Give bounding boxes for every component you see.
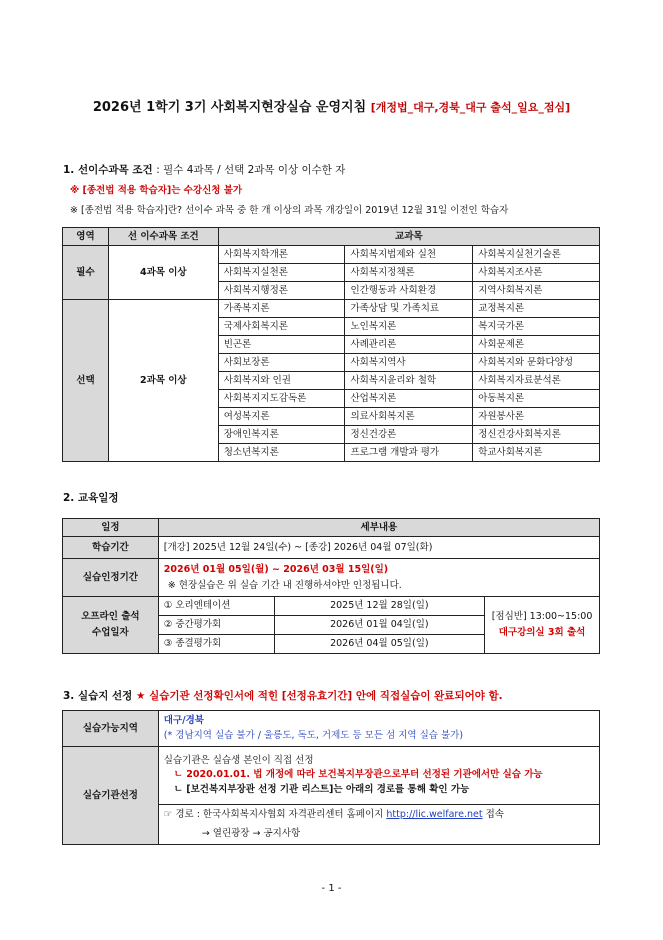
practice-period-note: ※ 현장실습은 위 실습 기간 내 진행하셔야만 인정됩니다. xyxy=(167,579,402,591)
subject-cell: 사회복지법제와 실천 xyxy=(345,246,473,264)
subject-cell: 학교사회복지론 xyxy=(473,444,600,462)
col-header-condition: 선 이수과목 조건 xyxy=(108,228,218,246)
subject-cell: 사회복지학개론 xyxy=(218,246,345,264)
subject-cell: 사회문제론 xyxy=(473,336,600,354)
session-date: 2025년 12월 28일(일) xyxy=(274,597,485,616)
subject-cell: 지역사회복지론 xyxy=(473,282,600,300)
subject-cell: 정신건강론 xyxy=(345,426,473,444)
subject-cell: 여성복지론 xyxy=(218,408,345,426)
page-number: - 1 - xyxy=(321,883,342,894)
section3-heading xyxy=(63,688,503,703)
subject-cell: 교정복지론 xyxy=(473,300,600,318)
page-title xyxy=(0,96,663,115)
practice-period-value: 2026년 01월 05일(월) ~ 2026년 03월 15일(일) xyxy=(163,564,389,575)
route-suffix: 접속 xyxy=(485,809,504,821)
subject-cell: 산업복지론 xyxy=(345,390,473,408)
section1-detail: : 필수 4과목 / 선택 2과목 이상 이수한 자 xyxy=(156,164,346,176)
star-icon: ★ xyxy=(135,690,146,702)
subject-cell: 사회복지자료분석론 xyxy=(473,372,600,390)
session-time: [점심반] 13:00~15:00 xyxy=(491,610,593,622)
schedule-table xyxy=(62,518,600,654)
subject-cell: 사회복지실천론 xyxy=(218,264,345,282)
subject-cell: 사회복지지도감독론 xyxy=(218,390,345,408)
subject-cell: 의료사회복지론 xyxy=(345,408,473,426)
subject-cell: 청소년복지론 xyxy=(218,444,345,462)
subject-cell: 사회복지윤리와 철학 xyxy=(345,372,473,390)
section3-title: 3. 실습지 선정 xyxy=(63,690,133,702)
subject-cell: 복지국가론 xyxy=(473,318,600,336)
session-name: ③ 종결평가회 xyxy=(158,635,274,654)
subject-cell: 사회복지와 문화다양성 xyxy=(473,354,600,372)
col-header-subjects: 교과목 xyxy=(218,228,599,246)
prereq-table xyxy=(62,227,600,462)
subject-cell: 가족상담 및 가족치료 xyxy=(345,300,473,318)
section1-title: 1. 선이수과목 조건 xyxy=(63,164,153,176)
schedule-header-detail: 세부내용 xyxy=(158,519,599,537)
subject-cell: 사회복지역사 xyxy=(345,354,473,372)
session-place: 대구강의실 3회 출석 xyxy=(498,627,586,638)
subject-cell: 인간행동과 사회환경 xyxy=(345,282,473,300)
subject-cell: 장애인복지론 xyxy=(218,426,345,444)
section1-note1: ※ [종전법 적용 학습자]는 수강신청 불가 xyxy=(70,185,243,196)
agency-line2: ㄴ 2020.01.01. 법 개정에 따라 보건복지부장관으로부터 선정된 기관에서만 실습 가능 xyxy=(173,769,543,781)
welfare-site-link[interactable]: http://lic.welfare.net xyxy=(386,809,483,821)
schedule-header-period: 일정 xyxy=(63,519,159,537)
condition-elective: 2과목 이상 xyxy=(108,300,218,462)
subject-cell: 가족복지론 xyxy=(218,300,345,318)
subject-cell: 사회복지정책론 xyxy=(345,264,473,282)
session-date: 2026년 04월 05일(일) xyxy=(274,635,485,654)
site-selection-table xyxy=(62,710,600,845)
agency-line1: 실습기관은 실습생 본인이 직접 선정 xyxy=(163,755,314,767)
route-line xyxy=(164,806,599,824)
agency-label: 실습기관선정 xyxy=(63,747,159,845)
section3-warning: 실습기관 선정확인서에 적힌 [선정유효기간] 안에 직접실습이 완료되어야 함. xyxy=(149,690,503,702)
subject-cell: 사회복지실천기술론 xyxy=(473,246,600,264)
session-name: ② 중간평가회 xyxy=(158,616,274,635)
study-period-value: [개강] 2025년 12월 24일(수) ~ [종강] 2026년 04월 07일(화) xyxy=(158,537,599,559)
agency-line3: ㄴ [보건복지부장관 선정 기관 리스트]는 아래의 경로를 통해 확인 가능 xyxy=(173,783,470,795)
subject-cell: 빈곤론 xyxy=(218,336,345,354)
session-time-place xyxy=(485,597,600,654)
area-required: 필수 xyxy=(63,246,109,300)
subject-cell: 사회복지행정론 xyxy=(218,282,345,300)
subject-cell: 사회보장론 xyxy=(218,354,345,372)
region-value: 대구/경북 xyxy=(163,714,204,726)
subject-cell: 사회복지와 인권 xyxy=(218,372,345,390)
section1-heading xyxy=(63,162,345,177)
section1-note2: ※ [종전법 적용 학습자]란? 선이수 과목 중 한 개 이상의 과목 개강일이 2019년 12월 31일 이전인 학습자 xyxy=(70,205,509,216)
title-main: 2026년 1학기 3기 사회복지현장실습 운영지침 xyxy=(92,100,367,115)
route-line2: → 열린광장 → 공지사항 xyxy=(201,827,301,839)
practice-period-label: 실습인정기간 xyxy=(63,559,159,597)
session-date: 2026년 01월 04일(일) xyxy=(274,616,485,635)
subject-cell: 사례관리론 xyxy=(345,336,473,354)
study-period-label: 학습기간 xyxy=(63,537,159,559)
subject-cell: 아동복지론 xyxy=(473,390,600,408)
subject-cell: 사회복지조사론 xyxy=(473,264,600,282)
col-header-area: 영역 xyxy=(63,228,109,246)
subject-cell: 프로그램 개발과 평가 xyxy=(345,444,473,462)
offline-schedule-label xyxy=(63,597,159,654)
title-sub: [개정법_대구,경북_대구 출석_일요_점심] xyxy=(370,101,571,114)
region-note: (* 경남지역 실습 불가 / 울릉도, 독도, 거제도 등 모든 섬 지역 실습 불가) xyxy=(163,729,464,741)
subject-cell: 정신건강사회복지론 xyxy=(473,426,600,444)
condition-required: 4과목 이상 xyxy=(108,246,218,300)
offline-label-line2: 수업일자 xyxy=(92,627,129,638)
route-prefix: ☞ 경로 : 한국사회복지사협회 자격관리센터 홈페이지 xyxy=(163,809,384,821)
region-label: 실습가능지역 xyxy=(63,711,159,747)
subject-cell: 노인복지론 xyxy=(345,318,473,336)
offline-label-line1: 오프라인 출석 xyxy=(81,610,140,622)
area-elective: 선택 xyxy=(63,300,109,462)
section2-heading: 2. 교육일정 xyxy=(63,492,119,504)
session-name: ① 오리엔테이션 xyxy=(158,597,274,616)
subject-cell: 자원봉사론 xyxy=(473,408,600,426)
subject-cell: 국제사회복지론 xyxy=(218,318,345,336)
